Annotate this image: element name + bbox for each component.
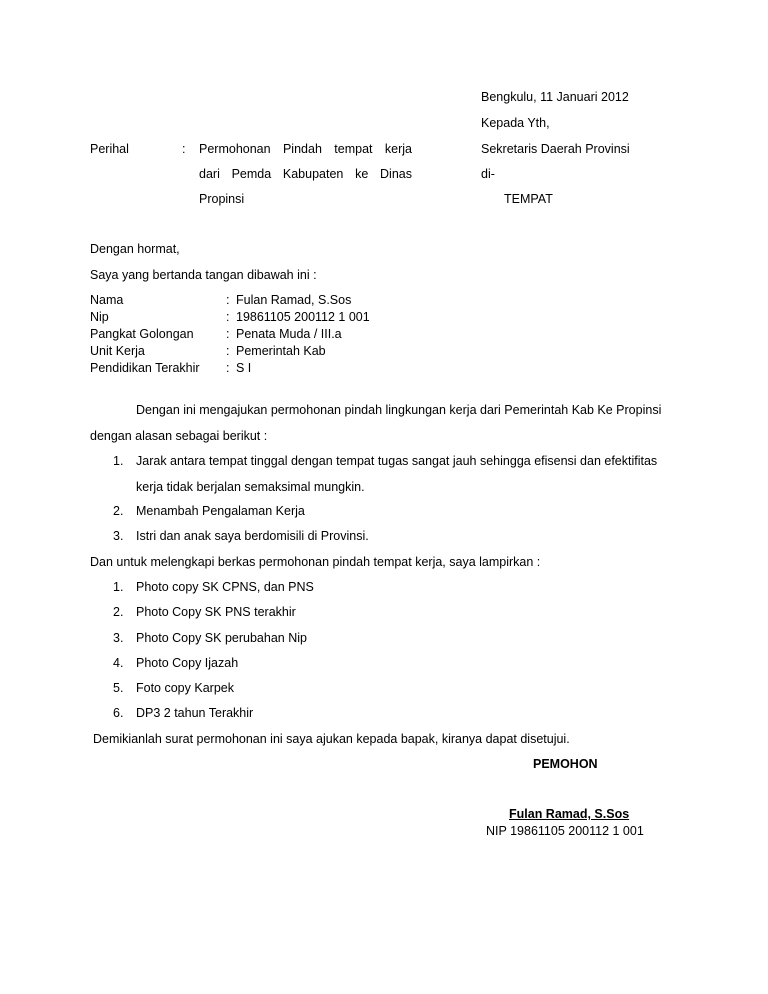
field-value: Pemerintah Kab [236, 344, 326, 358]
list-number: 3. [113, 631, 124, 645]
perihal-word: Dinas [380, 167, 412, 181]
field-value: 19861105 200112 1 001 [236, 310, 370, 324]
list-number: 4. [113, 656, 124, 670]
recipient-tempat: TEMPAT [504, 192, 553, 206]
list-number: 3. [113, 529, 124, 543]
list-item: Photo Copy SK PNS terakhir [136, 605, 296, 619]
perihal-word: Pemda [231, 167, 272, 181]
list-number: 5. [113, 681, 124, 695]
place-date: Bengkulu, 11 Januari 2012 [481, 90, 629, 104]
list-number: 6. [113, 706, 124, 720]
list-number: 1. [113, 454, 124, 468]
perihal-word: dari [199, 167, 220, 181]
perihal-word: Kabupaten [282, 167, 344, 181]
field-colon: : [226, 310, 230, 324]
perihal-line-2 [199, 167, 412, 181]
field-colon: : [226, 293, 230, 307]
perihal-word: Permohonan [199, 142, 271, 156]
field-label: Pangkat Golongan [90, 327, 194, 341]
field-label: Nip [90, 310, 109, 324]
list-item: Photo copy SK CPNS, dan PNS [136, 580, 314, 594]
list-item: DP3 2 tahun Terakhir [136, 706, 254, 720]
field-colon: : [226, 361, 230, 375]
perihal-word: ke [355, 167, 369, 181]
request-line-2: dengan alasan sebagai berikut : [90, 429, 268, 443]
field-label: Pendidikan Terakhir [90, 361, 200, 375]
recipient: Sekretaris Daerah Provinsi [481, 142, 630, 156]
salutation: Dengan hormat, [90, 242, 180, 256]
field-colon: : [226, 344, 230, 358]
recipient-di: di- [481, 167, 495, 181]
perihal-word: Pindah [282, 142, 322, 156]
perihal-word: kerja [384, 142, 412, 156]
list-item: Photo Copy Ijazah [136, 656, 239, 670]
intro-text: Saya yang bertanda tangan dibawah ini : [90, 268, 317, 282]
list-number: 2. [113, 605, 124, 619]
perihal-line-3: Propinsi [199, 192, 245, 206]
list-number: 1. [113, 580, 124, 594]
field-value: S I [236, 361, 252, 375]
list-item: Istri dan anak saya berdomisili di Provinsi. [136, 529, 369, 543]
perihal-word: tempat [334, 142, 373, 156]
list-item: Foto copy Karpek [136, 681, 234, 695]
perihal-label: Perihal [90, 142, 129, 156]
field-label: Unit Kerja [90, 344, 145, 358]
list-number: 2. [113, 504, 124, 518]
list-item-continuation: kerja tidak berjalan semaksimal mungkin. [136, 480, 365, 494]
field-colon: : [226, 327, 230, 341]
signatory-name: Fulan Ramad, S.Sos [509, 807, 630, 821]
field-value: Fulan Ramad, S.Sos [236, 293, 352, 307]
request-line-1: Dengan ini mengajukan permohonan pindah lingkungan kerja dari Pemerintah Kab Ke Propinsi [136, 403, 662, 417]
signature-title: PEMOHON [533, 757, 598, 771]
list-item: Menambah Pengalaman Kerja [136, 504, 305, 518]
perihal-colon: : [182, 142, 186, 156]
field-label: Nama [90, 293, 124, 307]
list-item: Jarak antara tempat tinggal dengan tempat tugas sangat jauh sehingga efisensi dan efektifitas [136, 454, 658, 468]
closing-text: Demikianlah surat permohonan ini saya ajukan kepada bapak, kiranya dapat disetujui. [93, 732, 570, 746]
perihal-line-1 [199, 142, 412, 156]
field-value: Penata Muda / III.a [236, 327, 342, 341]
signatory-nip: NIP 19861105 200112 1 001 [486, 824, 644, 838]
list-item: Photo Copy SK perubahan Nip [136, 631, 307, 645]
kepada-yth: Kepada Yth, [481, 116, 550, 130]
attachments-intro: Dan untuk melengkapi berkas permohonan pindah tempat kerja, saya lampirkan : [90, 555, 541, 569]
